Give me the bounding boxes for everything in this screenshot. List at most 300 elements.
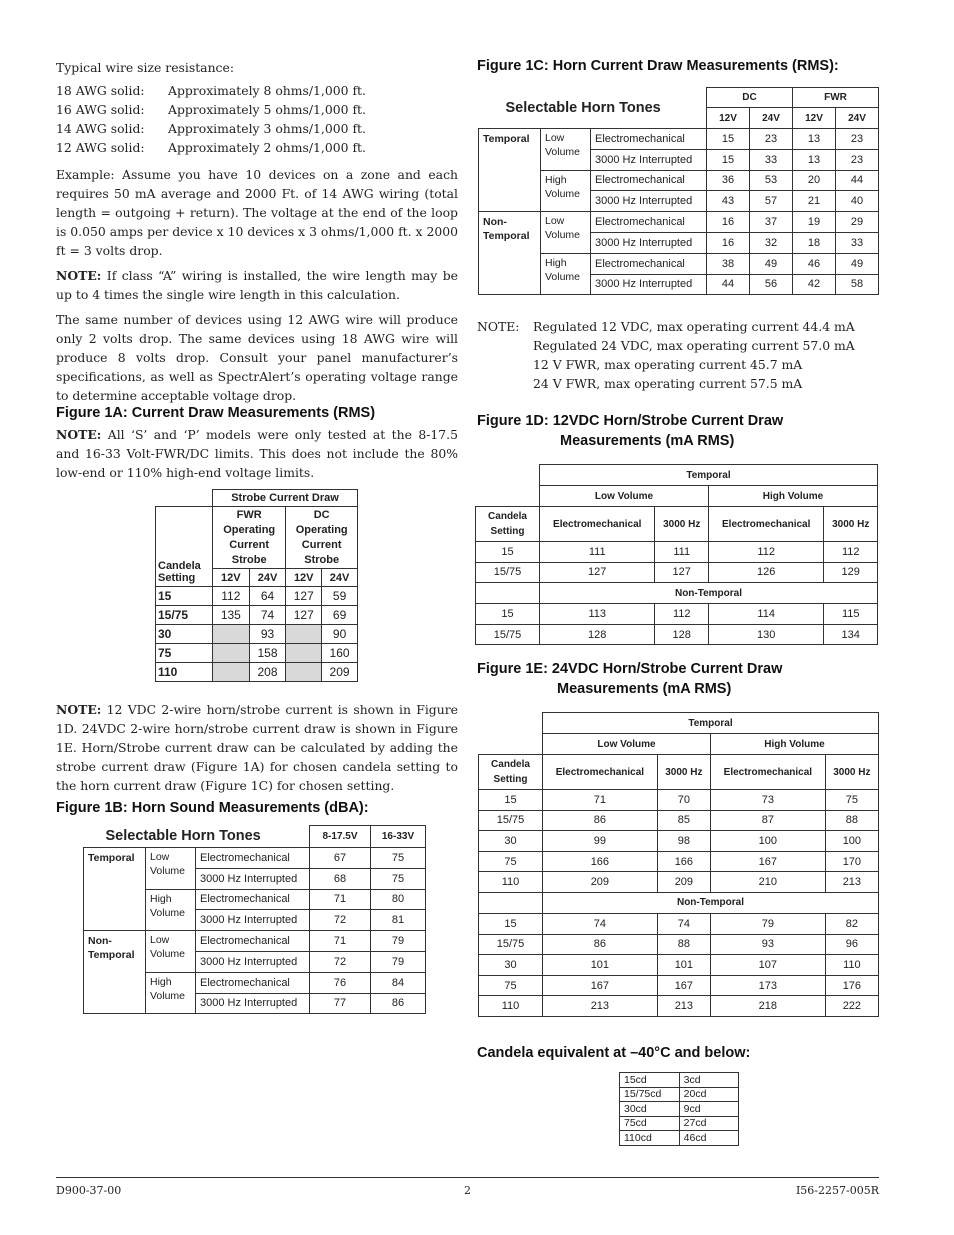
candela-cell: 15/75 xyxy=(476,624,540,645)
table-row xyxy=(479,934,879,955)
value-cell: 73 xyxy=(710,790,825,811)
high-volume-header: High Volume xyxy=(710,734,878,755)
header-row xyxy=(479,755,879,790)
value-cell: 16 xyxy=(707,212,750,233)
value-cell: 36 xyxy=(707,170,750,191)
value-cell: 86 xyxy=(543,934,658,955)
table-row xyxy=(479,955,879,976)
table-row xyxy=(479,831,879,852)
header-row xyxy=(479,713,879,734)
value-cell: 74 xyxy=(543,913,658,934)
value-cell: 79 xyxy=(710,913,825,934)
volt-header: 12V xyxy=(707,108,750,129)
value-cell: 170 xyxy=(825,851,878,872)
candela-cell: 9cd xyxy=(679,1102,738,1117)
tone-group: Temporal xyxy=(84,848,146,931)
value-cell: 33 xyxy=(750,149,793,170)
value-cell: 87 xyxy=(710,810,825,831)
candela-cell: 15/75 xyxy=(479,810,543,831)
value-cell: 93 xyxy=(249,625,286,644)
wire-row xyxy=(56,119,458,138)
tone-cell: 3000 Hz Interrupted xyxy=(196,868,310,889)
wire-paragraph: The same number of devices using 12 AWG wire will produce only 2 volts drop. The same devices using 18 AWG wire will produce 8 volts drop. Consult your panel manufacturer’s specifications, as well as SpectrAlert’s operating voltage range to determine acceptable voltage drop. xyxy=(56,312,458,403)
wire-row xyxy=(56,81,458,100)
value-cell: 85 xyxy=(657,810,710,831)
table-row xyxy=(156,663,358,682)
wire-resistance: Approximately 3 ohms/1,000 ft. xyxy=(168,121,366,136)
value-cell: 127 xyxy=(286,587,322,606)
candela-cell: 30 xyxy=(479,955,543,976)
value-cell: 86 xyxy=(371,993,426,1014)
tone-cell: Electromechanical xyxy=(591,212,707,233)
tone-group: Non-Temporal xyxy=(84,931,146,1014)
value-cell: 158 xyxy=(249,644,286,663)
value-cell: 99 xyxy=(543,831,658,852)
table-row xyxy=(84,848,426,869)
note-text: If class “A” wiring is installed, the wire length may be up to 4 times the single wire length in this calculation. xyxy=(56,268,458,302)
header-row xyxy=(476,583,878,604)
volume-cell: High Volume xyxy=(541,253,591,295)
header-row xyxy=(479,734,879,755)
value-cell: 101 xyxy=(543,955,658,976)
value-cell: 96 xyxy=(825,934,878,955)
note-line: Regulated 12 VDC, max operating current 44.4 mA xyxy=(533,319,855,334)
value-cell: 112 xyxy=(824,542,878,563)
figure-1a-note xyxy=(56,425,458,482)
value-cell: 79 xyxy=(371,951,426,972)
figure-1a-title: Figure 1A: Current Draw Measurements (RMS) xyxy=(56,405,376,421)
candela-cell: 15/75 xyxy=(479,934,543,955)
blank-cell xyxy=(479,734,543,755)
volt-header: 24V xyxy=(836,108,879,129)
column-header: Electromechanical xyxy=(543,755,658,790)
value-cell: 79 xyxy=(371,931,426,952)
figure-1e-title-line2: Measurements (mA RMS) xyxy=(557,681,732,697)
figure-1b-body xyxy=(84,848,426,1014)
figure-1a-body xyxy=(156,587,358,682)
wire-resistance: Approximately 2 ohms/1,000 ft. xyxy=(168,140,366,155)
value-cell: 173 xyxy=(710,975,825,996)
figure-1b-table xyxy=(83,825,426,1014)
value-cell: 46 xyxy=(793,253,836,274)
value-cell: 111 xyxy=(540,542,655,563)
value-cell: 114 xyxy=(708,604,823,625)
table-row xyxy=(479,913,879,934)
volt-header: 12V xyxy=(213,569,250,587)
candela-setting-header: Candela Setting xyxy=(156,507,213,587)
wire-gauge: 12 AWG solid: xyxy=(56,140,145,155)
value-cell: 71 xyxy=(310,931,371,952)
candela-cell: 15/75 xyxy=(476,562,540,583)
value-cell: 19 xyxy=(793,212,836,233)
candela-cell: 15 xyxy=(476,604,540,625)
value-cell: 44 xyxy=(707,274,750,295)
tone-cell: Electromechanical xyxy=(196,848,310,869)
candela-cell: 15cd xyxy=(620,1073,680,1088)
candela-setting-header: Candela Setting xyxy=(479,755,543,790)
value-cell: 37 xyxy=(750,212,793,233)
page-number: 2 xyxy=(464,1184,471,1197)
temporal-header: Temporal xyxy=(540,465,878,486)
value-cell: 53 xyxy=(750,170,793,191)
value-cell xyxy=(286,644,322,663)
candela-cell: 15/75 xyxy=(156,606,213,625)
value-cell: 81 xyxy=(371,910,426,931)
tone-cell: Electromechanical xyxy=(196,889,310,910)
candela-cell: 110 xyxy=(479,872,543,893)
value-cell: 16 xyxy=(707,232,750,253)
candela-cell: 46cd xyxy=(679,1131,738,1146)
blank-cell xyxy=(476,465,540,486)
value-cell: 72 xyxy=(310,910,371,931)
value-cell: 80 xyxy=(371,889,426,910)
value-cell: 213 xyxy=(657,996,710,1017)
table-row xyxy=(476,624,878,645)
value-cell: 69 xyxy=(322,606,358,625)
candela-setting-header: Candela Setting xyxy=(476,507,540,542)
tone-cell: Electromechanical xyxy=(196,931,310,952)
candela-cell: 75cd xyxy=(620,1116,680,1131)
strobe-current-header: Strobe Current Draw xyxy=(213,490,358,507)
value-cell: 29 xyxy=(836,212,879,233)
figure-1c-body xyxy=(479,129,879,295)
candela-cell: 75 xyxy=(479,851,543,872)
table-row xyxy=(620,1087,739,1102)
high-volume-header: High Volume xyxy=(708,486,877,507)
volt-header: 24V xyxy=(750,108,793,129)
value-cell: 49 xyxy=(836,253,879,274)
value-cell: 93 xyxy=(710,934,825,955)
value-cell: 23 xyxy=(836,129,879,150)
column-header: 3000 Hz xyxy=(825,755,878,790)
table-row xyxy=(620,1073,739,1088)
value-cell: 70 xyxy=(657,790,710,811)
value-cell: 167 xyxy=(657,975,710,996)
value-cell: 166 xyxy=(657,851,710,872)
volume-cell: Low Volume xyxy=(146,848,196,890)
note-line: 12 V FWR, max operating current 45.7 mA xyxy=(533,357,803,372)
tone-group: Temporal xyxy=(479,129,541,212)
value-cell: 209 xyxy=(322,663,358,682)
value-cell: 18 xyxy=(793,232,836,253)
table-row xyxy=(476,542,878,563)
tone-cell: 3000 Hz Interrupted xyxy=(196,993,310,1014)
value-cell: 32 xyxy=(750,232,793,253)
value-cell: 71 xyxy=(310,889,371,910)
value-cell: 88 xyxy=(657,934,710,955)
value-cell xyxy=(213,625,250,644)
note-line: Regulated 24 VDC, max operating current 57.0 mA xyxy=(533,338,855,353)
candela-cell: 30cd xyxy=(620,1102,680,1117)
note-text: All ‘S’ and ‘P’ models were only tested at the 8-17.5 and 16-33 Volt-FWR/DC limits. This does not include the 80% low-end or 110% high-end voltage limits. xyxy=(56,427,458,480)
blank-cell xyxy=(479,713,543,734)
candela-cell: 30 xyxy=(479,831,543,852)
value-cell: 33 xyxy=(836,232,879,253)
value-cell xyxy=(286,663,322,682)
figure-1e-title-line1: Figure 1E: 24VDC Horn/Strobe Current Draw xyxy=(477,661,783,677)
figure-1a-table xyxy=(155,489,358,682)
wire-gauge: 14 AWG solid: xyxy=(56,121,145,136)
selectable-horn-tones: Selectable Horn Tones xyxy=(505,99,661,116)
value-cell: 44 xyxy=(836,170,879,191)
value-cell: 76 xyxy=(310,972,371,993)
volt-header: 12V xyxy=(286,569,322,587)
figure-1e-table xyxy=(478,712,879,1017)
note-horn-strobe xyxy=(56,700,458,795)
column-header: Electromechanical xyxy=(540,507,655,542)
blank-cell xyxy=(479,892,543,913)
value-cell: 38 xyxy=(707,253,750,274)
candela-cell: 3cd xyxy=(679,1073,738,1088)
figure-1e-title xyxy=(477,659,782,699)
value-cell: 222 xyxy=(825,996,878,1017)
fwr-header: FWR xyxy=(793,88,879,108)
value-cell: 40 xyxy=(836,191,879,212)
value-cell: 23 xyxy=(836,149,879,170)
value-cell: 23 xyxy=(750,129,793,150)
figure-1d-title-line1: Figure 1D: 12VDC Horn/Strobe Current Draw xyxy=(477,413,784,429)
candela-cell: 27cd xyxy=(679,1116,738,1131)
value-cell: 15 xyxy=(707,149,750,170)
value-cell: 75 xyxy=(371,848,426,869)
non-temporal-header: Non-Temporal xyxy=(543,892,879,913)
table-row xyxy=(156,644,358,663)
value-cell: 167 xyxy=(710,851,825,872)
value-cell: 218 xyxy=(710,996,825,1017)
column-header: 3000 Hz xyxy=(655,507,709,542)
value-cell xyxy=(286,625,322,644)
table-row xyxy=(479,790,879,811)
temporal-header: Temporal xyxy=(543,713,879,734)
header-row xyxy=(479,892,879,913)
candela-table xyxy=(619,1072,739,1146)
value-cell: 112 xyxy=(708,542,823,563)
value-cell: 112 xyxy=(213,587,250,606)
column-header: 3000 Hz xyxy=(657,755,710,790)
volume-cell: High Volume xyxy=(146,972,196,1014)
value-cell: 130 xyxy=(708,624,823,645)
tone-cell: 3000 Hz Interrupted xyxy=(591,232,707,253)
value-cell: 126 xyxy=(708,562,823,583)
value-cell: 86 xyxy=(543,810,658,831)
wire-example: Example: Assume you have 10 devices on a zone and each requires 50 mA average and 2000 Ft. of 14 AWG wiring (total length = outgoing + return). The voltage at the end of the loop is 0.050 amps per device x 10 devices x 3 ohms/1,000 ft. x 2000 ft = 3 volts drop. xyxy=(56,167,458,258)
volume-cell: High Volume xyxy=(541,170,591,212)
header-row xyxy=(476,465,878,486)
wire-resistance-section xyxy=(56,58,458,411)
value-cell: 209 xyxy=(657,872,710,893)
tone-cell: 3000 Hz Interrupted xyxy=(591,149,707,170)
wire-row xyxy=(56,138,458,157)
volume-cell: Low Volume xyxy=(541,129,591,171)
column-header: Electromechanical xyxy=(710,755,825,790)
figure-1d-table xyxy=(475,464,878,645)
table-row xyxy=(156,625,358,644)
blank-cell xyxy=(476,583,540,604)
figure-1c-table xyxy=(478,87,879,295)
wire-note xyxy=(56,266,458,304)
tone-cell: 3000 Hz Interrupted xyxy=(591,191,707,212)
value-cell: 42 xyxy=(793,274,836,295)
wire-gauge: 18 AWG solid: xyxy=(56,83,145,98)
value-cell: 107 xyxy=(710,955,825,976)
note-label: NOTE: xyxy=(56,427,102,442)
value-cell: 21 xyxy=(793,191,836,212)
column-header: 3000 Hz xyxy=(824,507,878,542)
value-cell: 68 xyxy=(310,868,371,889)
value-cell: 43 xyxy=(707,191,750,212)
value-cell: 84 xyxy=(371,972,426,993)
table-row xyxy=(156,587,358,606)
value-cell: 110 xyxy=(825,955,878,976)
tone-cell: 3000 Hz Interrupted xyxy=(591,274,707,295)
value-cell: 82 xyxy=(825,913,878,934)
fwr-header: FWR Operating Current Strobe xyxy=(213,507,286,569)
header-row xyxy=(476,486,878,507)
low-volume-header: Low Volume xyxy=(543,734,711,755)
volt-header: 24V xyxy=(322,569,358,587)
header-row xyxy=(476,507,878,542)
value-cell: 15 xyxy=(707,129,750,150)
value-cell: 49 xyxy=(750,253,793,274)
table-row xyxy=(479,810,879,831)
wire-intro: Typical wire size resistance: xyxy=(56,60,235,75)
value-cell: 166 xyxy=(543,851,658,872)
value-cell: 98 xyxy=(657,831,710,852)
value-cell: 208 xyxy=(249,663,286,682)
figure-1d-title xyxy=(477,411,783,451)
table-row xyxy=(479,975,879,996)
value-cell: 128 xyxy=(540,624,655,645)
table-row xyxy=(84,931,426,952)
table-row xyxy=(476,562,878,583)
table-row xyxy=(620,1116,739,1131)
note-label: NOTE: xyxy=(477,319,520,334)
value-cell: 127 xyxy=(286,606,322,625)
volume-cell: Low Volume xyxy=(541,212,591,254)
value-cell: 100 xyxy=(825,831,878,852)
tone-cell: Electromechanical xyxy=(591,170,707,191)
figure-1c-title: Figure 1C: Horn Current Draw Measurements (RMS): xyxy=(477,58,839,74)
tone-cell: 3000 Hz Interrupted xyxy=(196,910,310,931)
table-row xyxy=(479,996,879,1017)
candela-cell: 75 xyxy=(479,975,543,996)
value-cell: 58 xyxy=(836,274,879,295)
candela-cell: 20cd xyxy=(679,1087,738,1102)
selectable-horn-tones: Selectable Horn Tones xyxy=(105,828,261,845)
value-cell: 75 xyxy=(371,868,426,889)
note-line: 24 V FWR, max operating current 57.5 mA xyxy=(533,376,803,391)
candela-cell: 110 xyxy=(479,996,543,1017)
note-lines xyxy=(533,317,855,393)
non-temporal-header: Non-Temporal xyxy=(540,583,878,604)
dc-header: DC Operating Current Strobe xyxy=(286,507,358,569)
volt-header: 12V xyxy=(793,108,836,129)
table-row xyxy=(620,1131,739,1146)
candela-cell: 15 xyxy=(479,790,543,811)
value-cell: 90 xyxy=(322,625,358,644)
value-cell: 209 xyxy=(543,872,658,893)
value-cell: 77 xyxy=(310,993,371,1014)
value-cell: 127 xyxy=(655,562,709,583)
candela-cell: 15 xyxy=(156,587,213,606)
dc-header: DC xyxy=(707,88,793,108)
value-cell: 20 xyxy=(793,170,836,191)
note-label: NOTE: xyxy=(56,702,102,717)
table-row xyxy=(620,1102,739,1117)
value-cell xyxy=(213,644,250,663)
value-cell: 134 xyxy=(824,624,878,645)
value-cell: 127 xyxy=(540,562,655,583)
value-cell: 115 xyxy=(824,604,878,625)
value-cell: 113 xyxy=(540,604,655,625)
value-cell: 111 xyxy=(655,542,709,563)
col-16-33v: 16-33V xyxy=(371,826,426,848)
value-cell: 72 xyxy=(310,951,371,972)
wire-resistance: Approximately 8 ohms/1,000 ft. xyxy=(168,83,366,98)
volt-header: 24V xyxy=(249,569,286,587)
value-cell: 112 xyxy=(655,604,709,625)
wire-row xyxy=(56,100,458,119)
table-row xyxy=(479,212,879,233)
value-cell: 57 xyxy=(750,191,793,212)
value-cell: 128 xyxy=(655,624,709,645)
tone-cell: Electromechanical xyxy=(591,253,707,274)
value-cell: 100 xyxy=(710,831,825,852)
note-label: NOTE: xyxy=(56,268,102,283)
table-row xyxy=(479,851,879,872)
tone-group: Non-Temporal xyxy=(479,212,541,295)
candela-title: Candela equivalent at –40°C and below: xyxy=(477,1045,751,1061)
footer-doc-number: D900-37-00 xyxy=(56,1184,122,1197)
value-cell: 210 xyxy=(710,872,825,893)
candela-cell: 110cd xyxy=(620,1131,680,1146)
value-cell: 213 xyxy=(825,872,878,893)
table-row xyxy=(476,604,878,625)
value-cell: 135 xyxy=(213,606,250,625)
value-cell: 71 xyxy=(543,790,658,811)
blank-cell xyxy=(476,486,540,507)
table-row xyxy=(479,872,879,893)
value-cell: 213 xyxy=(543,996,658,1017)
value-cell: 160 xyxy=(322,644,358,663)
value-cell: 64 xyxy=(249,587,286,606)
tone-cell: 3000 Hz Interrupted xyxy=(196,951,310,972)
value-cell: 74 xyxy=(657,913,710,934)
value-cell: 56 xyxy=(750,274,793,295)
candela-cell: 15/75cd xyxy=(620,1087,680,1102)
value-cell: 101 xyxy=(657,955,710,976)
note-text: 12 VDC 2-wire horn/strobe current is shown in Figure 1D. 24VDC 2-wire horn/strobe current draw is shown in Figure 1E. Horn/Strobe current draw can be calculated by adding the strobe current draw (Figure 1A) for chosen candela setting to the horn current draw (Figure 1C) for chosen setting. xyxy=(56,702,458,793)
volume-cell: Low Volume xyxy=(146,931,196,973)
figure-1b-title: Figure 1B: Horn Sound Measurements (dBA): xyxy=(56,800,369,816)
value-cell: 75 xyxy=(825,790,878,811)
value-cell: 129 xyxy=(824,562,878,583)
candela-cell: 15 xyxy=(476,542,540,563)
value-cell: 167 xyxy=(543,975,658,996)
value-cell: 67 xyxy=(310,848,371,869)
candela-cell: 110 xyxy=(156,663,213,682)
footer-part-number: I56-2257-005R xyxy=(795,1184,879,1197)
tone-cell: Electromechanical xyxy=(196,972,310,993)
value-cell xyxy=(213,663,250,682)
candela-cell: 75 xyxy=(156,644,213,663)
candela-cell: 30 xyxy=(156,625,213,644)
figure-1d-title-line2: Measurements (mA RMS) xyxy=(560,433,735,449)
value-cell: 13 xyxy=(793,129,836,150)
volume-cell: High Volume xyxy=(146,889,196,931)
value-cell: 88 xyxy=(825,810,878,831)
figure-1a xyxy=(56,405,458,488)
